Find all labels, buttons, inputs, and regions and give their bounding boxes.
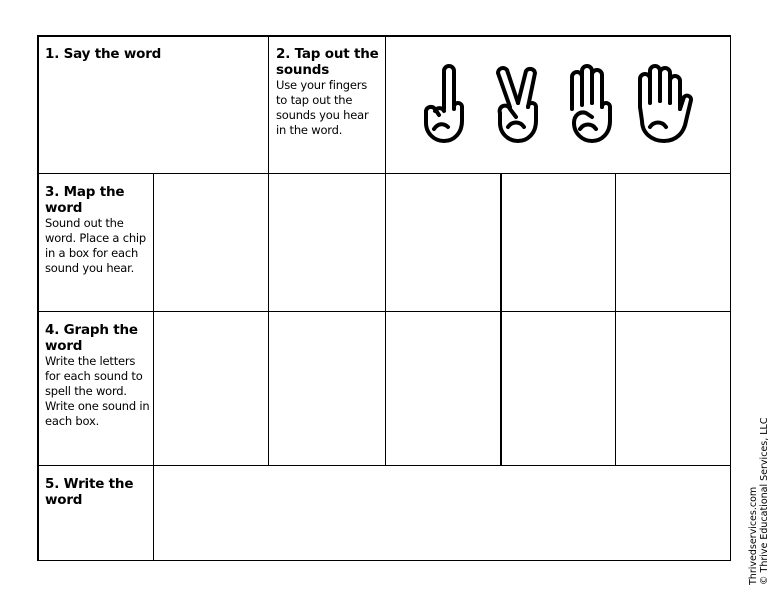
worksheet-grid <box>37 35 731 561</box>
step-4-title: 4. Graph the word <box>45 322 138 354</box>
graph-box-4[interactable] <box>502 312 615 465</box>
step-2-cell <box>276 46 380 138</box>
step-3-cell <box>45 184 151 276</box>
two-finger-hand-icon <box>490 63 546 143</box>
step-4-description: Write the letters for each sound to spell the word. Write one sound in each box. <box>45 354 150 428</box>
map-box-2[interactable] <box>269 174 385 311</box>
footer-credits <box>748 418 770 585</box>
hands-cell <box>386 35 729 173</box>
step-4-cell <box>45 322 151 429</box>
four-finger-hand-icon <box>632 63 692 143</box>
step-3-title: 3. Map the word <box>45 184 125 216</box>
footer-site: Thrivedservices.com <box>748 486 759 585</box>
step-5-cell <box>45 476 151 508</box>
footer-copyright: © Thrive Educational Services, LLC <box>759 417 770 585</box>
map-box-4[interactable] <box>502 174 615 311</box>
map-box-1[interactable] <box>154 174 268 311</box>
step-1-cell <box>45 46 260 62</box>
three-finger-hand-icon <box>562 63 616 143</box>
graph-box-3[interactable] <box>386 312 500 465</box>
write-word-area[interactable] <box>154 466 729 559</box>
one-finger-hand-icon <box>418 63 470 143</box>
graph-box-5[interactable] <box>616 312 729 465</box>
step-1-title: 1. Say the word <box>45 46 162 62</box>
step-2-description: Use your fingers to tap out the sounds you hear in the word. <box>276 78 369 137</box>
graph-box-2[interactable] <box>269 312 385 465</box>
step-3-description: Sound out the word. Place a chip in a box for each sound you hear. <box>45 216 147 275</box>
step-5-title: 5. Write the word <box>45 476 134 508</box>
map-box-3[interactable] <box>386 174 500 311</box>
step-2-title: 2. Tap out the sounds <box>276 46 379 78</box>
graph-box-1[interactable] <box>154 312 268 465</box>
map-box-5[interactable] <box>616 174 729 311</box>
